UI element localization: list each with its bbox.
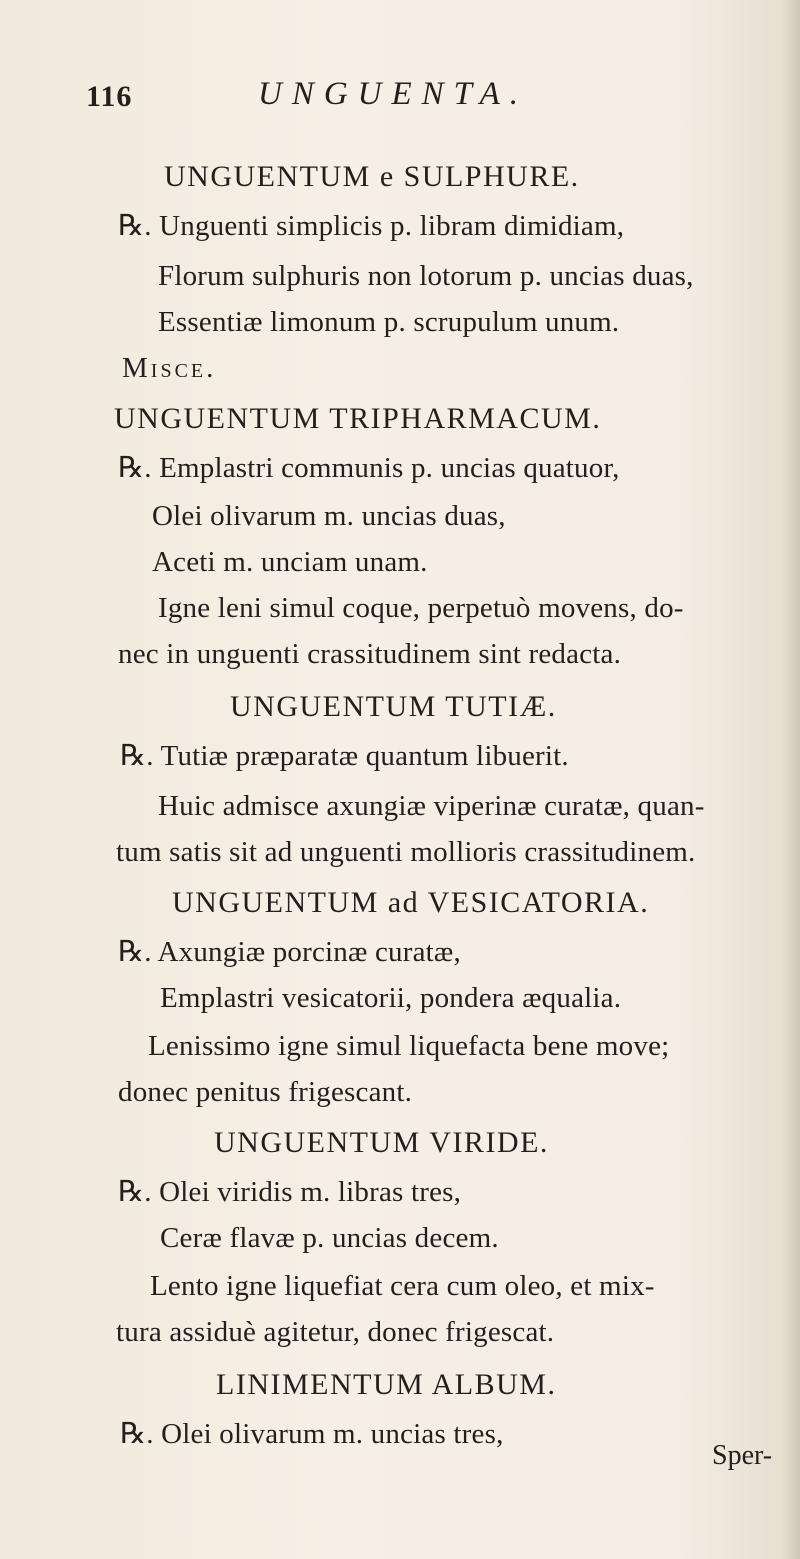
recipe-line: donec penitus frigescant.	[118, 1076, 413, 1108]
section-title: UNGUENTUM e SULPHURE.	[164, 160, 580, 193]
recipe-line: Lento igne liquefiat cera cum oleo, et mix-	[150, 1270, 655, 1302]
recipe-line: ℞. Olei olivarum m. uncias tres,	[120, 1418, 504, 1450]
recipe-line: Essentiæ limonum p. scrupulum unum.	[158, 306, 620, 338]
recipe-line: tura assiduè agitetur, donec frigescat.	[116, 1316, 555, 1348]
recipe-line: Florum sulphuris non lotorum p. uncias duas,	[158, 260, 694, 292]
recipe-line: Misce.	[122, 352, 217, 384]
page-number: 116	[86, 80, 133, 113]
recipe-line: ℞. Olei viridis m. libras tres,	[118, 1176, 462, 1208]
recipe-line: Huic admisce axungiæ viperinæ curatæ, quan-	[158, 790, 705, 822]
recipe-line: ℞. Emplastri communis p. uncias quatuor,	[118, 452, 620, 484]
recipe-line: Lenissimo igne simul liquefacta bene move;	[148, 1030, 670, 1062]
recipe-line: Olei olivarum m. uncias duas,	[152, 500, 506, 532]
recipe-line: nec in unguenti crassitudinem sint redacta.	[118, 638, 622, 670]
section-title: LINIMENTUM ALBUM.	[216, 1368, 557, 1401]
running-head: UNGUENTA.	[258, 76, 528, 112]
recipe-line: Aceti m. unciam unam.	[152, 546, 428, 578]
recipe-line: Emplastri vesicatorii, pondera æqualia.	[160, 982, 622, 1014]
page-edge-shadow	[782, 0, 800, 1559]
recipe-line: Igne leni simul coque, perpetuò movens, do-	[158, 592, 684, 624]
recipe-line: tum satis sit ad unguenti mollioris crassitudinem.	[116, 836, 696, 868]
section-title: UNGUENTUM VIRIDE.	[214, 1126, 549, 1159]
section-title: UNGUENTUM ad VESICATORIA.	[172, 886, 650, 919]
recipe-line: ℞. Axungiæ porcinæ curatæ,	[118, 936, 461, 968]
recipe-line: ℞. Unguenti simplicis p. libram dimidiam,	[118, 210, 625, 242]
section-title: UNGUENTUM TRIPHARMACUM.	[114, 402, 602, 435]
section-title: UNGUENTUM TUTIÆ.	[230, 690, 557, 723]
recipe-line: ℞. Tutiæ præparatæ quantum libuerit.	[120, 740, 569, 772]
recipe-line: Ceræ flavæ p. uncias decem.	[160, 1222, 499, 1254]
catchword: Sper-	[712, 1440, 773, 1471]
